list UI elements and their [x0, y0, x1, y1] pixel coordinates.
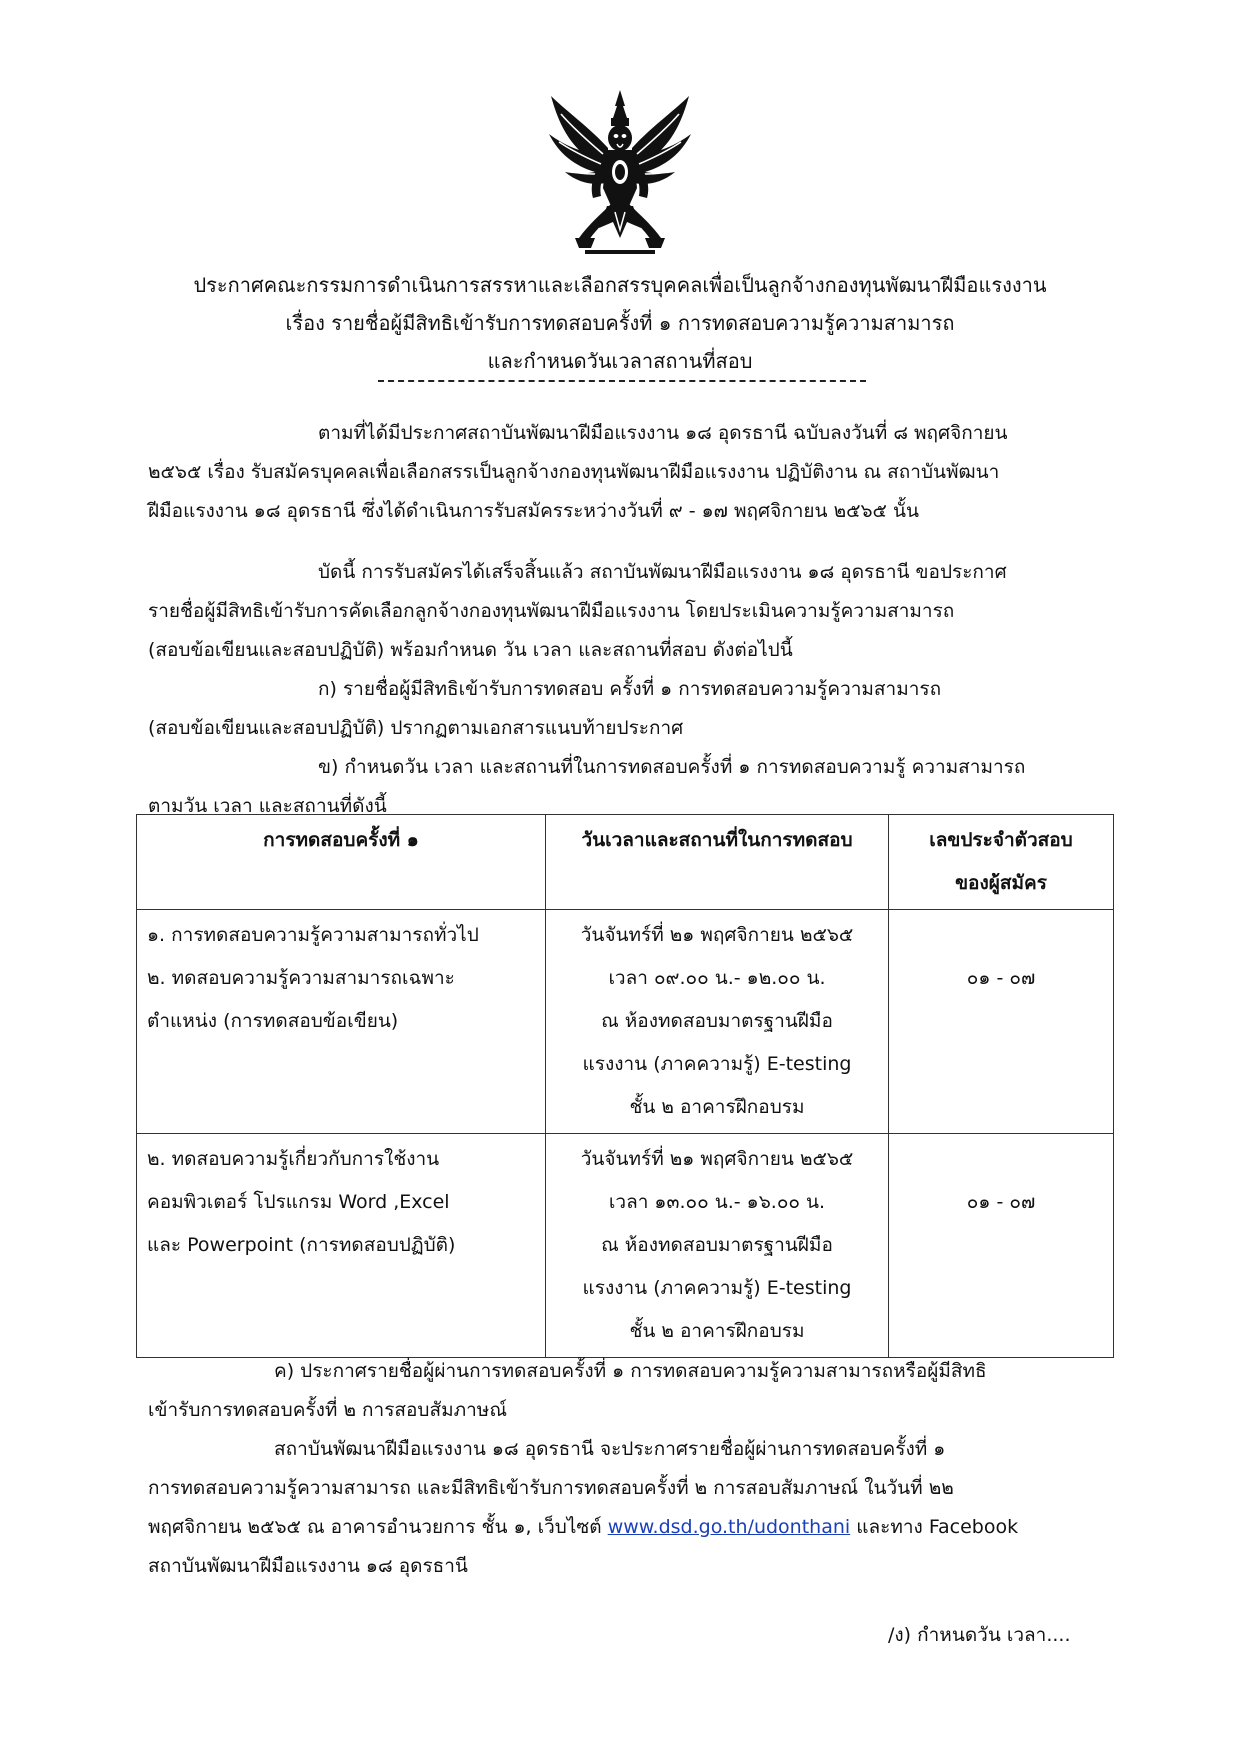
para3-line-2: การทดสอบความรู้ความสามารถ และมีสิทธิเข้ารับการทดสอบครั้งที่ ๒ การสอบสัมภาษณ์ ในวันที่ ๒๒: [148, 1477, 954, 1499]
row2-when-line-3: ณ ห้องทดสอบมาตรฐานฝีมือ: [601, 1234, 833, 1256]
item-b-line-2: ตามวัน เวลา และสถานที่ดังนี้: [148, 795, 387, 817]
item-a-line-1: ก) รายชื่อผู้มีสิทธิเข้ารับการทดสอบ ครั้งที่ ๑ การทดสอบความรู้ความสามารถ: [318, 678, 942, 700]
para1-line-2: ๒๕๖๕ เรื่อง รับสมัครบุคคลเพื่อเลือกสรรเป็นลูกจ้างกองทุนพัฒนาฝีมือแรงงาน ปฏิบัติงาน ณ สถาบันพัฒนา: [148, 461, 1000, 483]
row1-when-line-1: วันจันทร์ที่ ๒๑ พฤศจิกายน ๒๕๖๕: [580, 924, 854, 946]
title-line-3: และกำหนดวันเวลาสถานที่สอบ: [487, 349, 753, 373]
row1-when-line-2: เวลา ๐๙.๐๐ น.- ๑๒.๐๐ น.: [608, 967, 826, 989]
title-line-2: เรื่อง รายชื่อผู้มีสิทธิเข้ารับการทดสอบครั้งที่ ๑ การทดสอบความรู้ความสามารถ: [285, 311, 955, 335]
cell-exam-id: [889, 910, 1114, 1134]
item-b-line-1: ข) กำหนดวัน เวลา และสถานที่ในการทดสอบครั้งที่ ๑ การทดสอบความรู้ ความสามารถ: [318, 756, 1026, 778]
paragraph-3: [148, 1430, 1112, 1586]
paragraph-1: [148, 414, 1112, 531]
row1-exam-id: ๐๑ - ๐๗: [966, 967, 1036, 989]
announcement-title: [120, 266, 1120, 380]
para1-line-3: ฝีมือแรงงาน ๑๘ อุดรธานี ซึ่งได้ดำเนินการรับสมัครระหว่างวันที่ ๙ - ๑๗ พฤศจิกายน ๒๕๖๕ นั้น: [148, 500, 919, 522]
table-row: [137, 910, 1114, 1134]
row2-when-line-2: เวลา ๑๓.๐๐ น.- ๑๖.๐๐ น.: [608, 1191, 826, 1213]
para3-line-3-post: และทาง Facebook: [856, 1516, 1019, 1538]
para1-line-1: ตามที่ได้มีประกาศสถาบันพัฒนาฝีมือแรงงาน ๑๘ อุดรธานี ฉบับลงวันที่ ๘ พฤศจิกายน: [318, 422, 1008, 444]
cell-exam-id: [889, 1134, 1114, 1358]
para3-line-1: สถาบันพัฒนาฝีมือแรงงาน ๑๘ อุดรธานี จะประกาศรายชื่อผู้ผ่านการทดสอบครั้งที่ ๑: [274, 1438, 946, 1460]
row2-exam-id: ๐๑ - ๐๗: [966, 1191, 1036, 1213]
cell-test: [137, 910, 546, 1134]
para3-line-3: [148, 1508, 1112, 1547]
row2-test-line-3: และ Powerpoint (การทดสอบปฏิบัติ): [147, 1234, 456, 1256]
item-c-line-1: ค) ประกาศรายชื่อผู้ผ่านการทดสอบครั้งที่ ๑ การทดสอบความรู้ความสามารถหรือผู้มีสิทธิ: [274, 1360, 987, 1382]
row1-when-line-4: แรงงาน (ภาคความรู้) E-testing: [582, 1053, 852, 1075]
row1-test-line-1: ๑. การทดสอบความรู้ความสามารถทั่วไป: [147, 924, 479, 946]
garuda-emblem-icon: [545, 88, 695, 260]
row1-when-line-3: ณ ห้องทดสอบมาตรฐานฝีมือ: [601, 1010, 833, 1032]
header-date-place: วันเวลาและสถานที่ในการทดสอบ: [546, 815, 889, 910]
table-row: [137, 1134, 1114, 1358]
para2-line-3: (สอบข้อเขียนและสอบปฏิบัติ) พร้อมกำหนด วัน เวลา และสถานที่สอบ ดังต่อไปนี้: [148, 639, 793, 661]
row1-test-line-2: ๒. ทดสอบความรู้ความสามารถเฉพาะ: [147, 967, 455, 989]
row1-when-line-5: ชั้น ๒ อาคารฝึกอบรม: [629, 1096, 805, 1118]
para2-line-2: รายชื่อผู้มีสิทธิเข้ารับการคัดเลือกลูกจ้างกองทุนพัฒนาฝีมือแรงงาน โดยประเมินความรู้ความสามารถ: [148, 600, 955, 622]
header-exam-id-line-2: ของผู้สมัคร: [955, 872, 1047, 894]
item-a-line-2: (สอบข้อเขียนและสอบปฏิบัติ) ปรากฏตามเอกสารแนบท้ายประกาศ: [148, 717, 684, 739]
para2-line-1: บัดนี้ การรับสมัครได้เสร็จสิ้นแล้ว สถาบันพัฒนาฝีมือแรงงาน ๑๘ อุดรธานี ขอประกาศ: [318, 561, 1007, 583]
item-a: [148, 670, 1112, 748]
row2-test-line-2: คอมพิวเตอร์ โปรแกรม Word ,Excel: [147, 1191, 450, 1213]
row2-when-line-4: แรงงาน (ภาคความรู้) E-testing: [582, 1277, 852, 1299]
header-test: การทดสอบครั้งที่ ๑: [137, 815, 546, 910]
row2-test-line-1: ๒. ทดสอบความรู้เกี่ยวกับการใช้งาน: [147, 1148, 440, 1170]
header-exam-id: [889, 815, 1114, 910]
cell-test: [137, 1134, 546, 1358]
announcement-body-continued: [148, 1352, 1112, 1586]
cell-date-place: [546, 1134, 889, 1358]
header-exam-id-line-1: เลขประจำตัวสอบ: [929, 829, 1073, 851]
row2-when-line-1: วันจันทร์ที่ ๒๑ พฤศจิกายน ๒๕๖๕: [580, 1148, 854, 1170]
announcement-body: [148, 414, 1112, 826]
row2-when-line-5: ชั้น ๒ อาคารฝึกอบรม: [629, 1320, 805, 1342]
continuation-note: /ง) กำหนดวัน เวลา....: [888, 1624, 1071, 1646]
title-line-1: ประกาศคณะกรรมการดำเนินการสรรหาและเลือกสรรบุคคลเพื่อเป็นลูกจ้างกองทุนพัฒนาฝีมือแรงงาน: [193, 273, 1047, 297]
exam-schedule-table: [136, 814, 1114, 1358]
website-link[interactable]: www.dsd.go.th/udonthani: [607, 1516, 851, 1538]
paragraph-2: [148, 553, 1112, 670]
para3-line-3-pre: พฤศจิกายน ๒๕๖๕ ณ อาคารอำนวยการ ชั้น ๑, เว็บไซต์: [148, 1516, 602, 1538]
item-c-line-2: เข้ารับการทดสอบครั้งที่ ๒ การสอบสัมภาษณ์: [148, 1399, 507, 1421]
item-c: [148, 1352, 1112, 1430]
row1-test-line-3: ตำแหน่ง (การทดสอบข้อเขียน): [147, 1010, 399, 1032]
cell-date-place: [546, 910, 889, 1134]
para3-line-4: สถาบันพัฒนาฝีมือแรงงาน ๑๘ อุดรธานี: [148, 1555, 468, 1577]
dashed-divider: [378, 380, 866, 382]
table-header-row: [137, 815, 1114, 910]
